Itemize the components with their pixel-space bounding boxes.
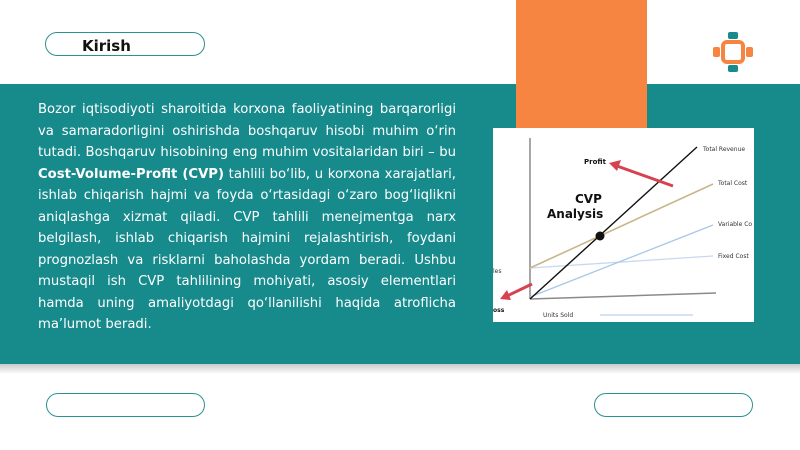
profit-label: Profit (584, 158, 606, 166)
total-revenue-label: Total Revenue (703, 146, 746, 153)
sales-label: les (493, 268, 502, 275)
footer-pill-right (594, 393, 753, 417)
cvp-title-line1: CVP (575, 192, 602, 206)
fixed-cost-label: Fixed Cost (718, 253, 749, 260)
intro-text-part1: Bozor iqtisodiyoti sharoitida korxona faoliyatining barqarorligi va samaradorligini oshirishda boshqaruv hisobi muhim o‘rin tutadi. Boshqaruv hisobining eng muhim vositalaridan biri – bu (38, 102, 456, 160)
cvp-analysis-figure (493, 128, 754, 322)
intro-text-bold: Cost-Volume-Profit (CVP) (38, 166, 224, 182)
variable-cost-label: Variable Co (718, 221, 753, 228)
slide-title: Kirish (82, 37, 131, 55)
band-shadow (0, 364, 800, 374)
brand-logo-icon (711, 30, 755, 74)
intro-text-part2: tahlili bo‘lib, u korxona xarajatlari, ishlab chiqarish hajmi va foyda o‘rtasidagi o‘zaro bog‘liqlikni aniqlashga xizmat qiladi. CVP tahlili menejmentga narx belgilash, ishlab chiqarish hajmini rejalashtirish, foydani prognozlash va risklarni baholashda yordam beradi. Ushbu mustaqil ish CVP tahlilining mohiyati, asosiy elementlari hamda uning amaliyotdagi qo‘llanilishi haqida atroflicha ma’lumot beradi. (38, 166, 456, 332)
break-even-point (596, 232, 605, 241)
x-axis-label: Units Sold (543, 312, 574, 319)
intro-paragraph (38, 99, 456, 336)
cvp-title-line2: Analysis (547, 207, 604, 221)
loss-label: oss (493, 307, 505, 314)
orange-accent-bar (516, 0, 647, 128)
footer-pill-left (46, 393, 205, 417)
total-cost-label: Total Cost (718, 180, 748, 187)
